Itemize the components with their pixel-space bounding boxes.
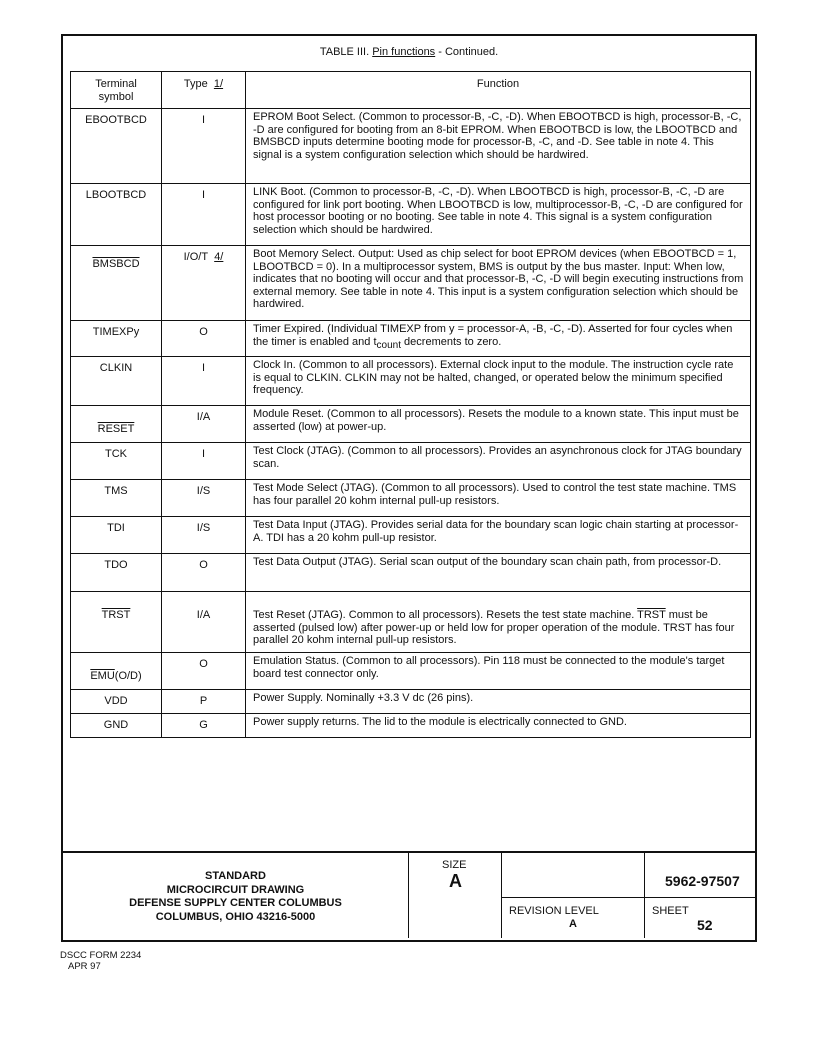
table-row (71, 480, 751, 517)
table-title-prefix: TABLE III. (319, 46, 370, 58)
terminal-header-line1: Terminal (95, 78, 137, 90)
function-description: LINK Boot. (Common to processor-B, -C, -D). When LBOOTBCD is high, processor-B, -C, -D are configured for link port booting. When LBOOTBCD is low, multiprocessor-B, -C, -D are configured for host processor booting or no booting. See table in note 4. This signal is a system configuration selection which should be hardwired. (246, 184, 751, 246)
function-description: Test Mode Select (JTAG). (Common to all processors). Used to control the test state machine. TMS has four parallel 20 kohm internal pull-up resistors. (246, 480, 751, 517)
function-text: decrements to zero. (401, 335, 502, 348)
terminal-symbol (71, 653, 162, 690)
function-description: Power supply returns. The lid to the module is electrically connected to GND. (246, 714, 751, 738)
function-description: EPROM Boot Select. (Common to processor-B, -C, -D). When EBOOTBCD is high, processor-B, -C, -D are configured for booting from an 8-bit EPROM. When EBOOTBCD is low, the LBOOTBCD and BMSBCD inputs determine booting mode for processor-B, -C, and -D. See table in note 4. This signal is a system configuration selection which should be hardwired. (246, 109, 751, 184)
drawing-number: 5962-97507 (665, 873, 740, 889)
standard-drawing-block (63, 853, 409, 938)
table-row (71, 443, 751, 480)
terminal-symbol: GND (71, 714, 162, 738)
pin-type: I (162, 184, 246, 246)
pin-type: I/S (162, 480, 246, 517)
terminal-symbol: CLKIN (71, 357, 162, 406)
agency-address: COLUMBUS, OHIO 43216-5000 (155, 910, 316, 923)
function-header-label: Function (476, 78, 520, 90)
function-description: Emulation Status. (Common to all processors). Pin 118 must be connected to the module's target board test connector only. (246, 653, 751, 690)
function-description (246, 321, 751, 357)
type-header (162, 72, 246, 109)
table-row (71, 406, 751, 443)
pin-functions-table (70, 71, 751, 738)
pin-type (162, 246, 246, 321)
table-row (71, 517, 751, 554)
table-row (71, 246, 751, 321)
terminal-symbol-text: RESET (97, 423, 135, 435)
terminal-symbol-text: BMSBCD (92, 258, 140, 270)
form-number: DSCC FORM 2234 (60, 950, 142, 961)
function-description: Test Data Input (JTAG). Provides serial data for the boundary scan logic chain starting at processor-A. TDI has a 20 kohm pull-up resistor. (246, 517, 751, 554)
table-row (71, 357, 751, 406)
pin-type: O (162, 321, 246, 357)
table-row (71, 554, 751, 592)
revision-block (502, 853, 645, 938)
terminal-symbol-text: $\overline{EMU}$ (90, 670, 115, 682)
title-block (63, 851, 755, 940)
table-row (71, 109, 751, 184)
function-description: Test Data Output (JTAG). Serial scan output of the boundary scan chain path, from processor-D. (246, 554, 751, 592)
table-row (71, 714, 751, 738)
sheet-label: SHEET (652, 905, 689, 917)
table-header-row (71, 72, 751, 109)
pin-type: I (162, 357, 246, 406)
pin-type: G (162, 714, 246, 738)
terminal-symbol: TDI (71, 517, 162, 554)
divider (502, 897, 644, 898)
terminal-symbol: LBOOTBCD (71, 184, 162, 246)
terminal-symbol (71, 406, 162, 443)
terminal-symbol: TDO (71, 554, 162, 592)
terminal-symbol: TMS (71, 480, 162, 517)
pin-type: I (162, 443, 246, 480)
revision-level-value: A (569, 918, 577, 930)
terminal-symbol-text: TRST (101, 609, 131, 621)
table-row (71, 321, 751, 357)
function-description: Boot Memory Select. Output: Used as chip select for boot EPROM devices (when EBOOTBCD = 1, LBOOTBCD = 0). In a multiprocessor system, BMS is output by the bus master. Input: When low, indicates that no booting will occur and that processor-B, -C, -D will begin executing instructions from external memory. See table in note 4. This input is a system configuration selection which should be hardwired. (246, 246, 751, 321)
function-description: Power Supply. Nominally +3.3 V dc (26 pins). (246, 690, 751, 714)
function-text: Test Reset (JTAG). Common to all processors). Resets the test state machine. (253, 609, 638, 621)
function-description: Module Reset. (Common to all processors). Resets the module to a known state. This input must be asserted (low) at power-up. (246, 406, 751, 443)
type-header-note: 1/ (213, 78, 224, 90)
function-subscript: count (376, 339, 401, 351)
revision-level-label: REVISION LEVEL (509, 905, 599, 917)
divider (645, 897, 755, 898)
form-date: APR 97 (68, 961, 101, 972)
pin-type: I/A (162, 406, 246, 443)
table-row (71, 184, 751, 246)
sheet-number: 52 (697, 917, 713, 933)
table-row (71, 592, 751, 653)
drawing-number-block (645, 853, 755, 938)
table-row (71, 690, 751, 714)
standard-label: STANDARD (205, 870, 266, 882)
pin-type: P (162, 690, 246, 714)
microcircuit-drawing-label: MICROCIRCUIT DRAWING (166, 883, 305, 896)
form-identifier (60, 950, 141, 972)
table-title-suffix: - Continued. (435, 46, 499, 58)
pin-type: O (162, 554, 246, 592)
agency-name: DEFENSE SUPPLY CENTER COLUMBUS (129, 897, 342, 909)
function-text: must be asserted (pulsed low) after power-up or held low for proper operation of the module. TRST has four parallel 20 kohm internal pull-up resistors. (253, 609, 735, 646)
terminal-symbol (71, 246, 162, 321)
function-description (246, 592, 751, 653)
size-value: A (449, 871, 462, 891)
terminal-symbol: EBOOTBCD (71, 109, 162, 184)
terminal-symbol (71, 592, 162, 653)
terminal-symbol: VDD (71, 690, 162, 714)
function-text: Timer Expired. (Individual TIMEXP from y = processor-A, -B, -C, -D). Asserted for four cycles when the timer is enabled and t (253, 323, 733, 348)
size-block (409, 853, 502, 938)
terminal-symbol: TCK (71, 443, 162, 480)
pin-type: I/S (162, 517, 246, 554)
table-title-link: Pin functions (372, 46, 436, 58)
table-row (71, 653, 751, 690)
pin-type-note: 4/ (214, 251, 224, 263)
function-header (246, 72, 751, 109)
function-overline-text: TRST (637, 609, 666, 621)
pin-type: I/A (162, 592, 246, 653)
document-frame (61, 34, 757, 942)
terminal-header-line2: symbol (98, 90, 134, 103)
pin-type: I (162, 109, 246, 184)
function-description: Test Clock (JTAG). (Common to all processors). Provides an asynchronous clock for JTAG boundary scan. (246, 443, 751, 480)
function-description: Clock In. (Common to all processors). External clock input to the module. The instruction cycle rate is equal to CLKIN. CLKIN may not be halted, changed, or operated below the minimum specified frequency. (246, 357, 751, 406)
terminal-symbol: TIMEXPy (71, 321, 162, 357)
size-label: SIZE (442, 859, 467, 871)
terminal-symbol-header (71, 72, 162, 109)
type-header-label: Type (183, 78, 208, 90)
table-title (63, 46, 755, 58)
terminal-symbol-suffix: (O/D) (114, 670, 142, 682)
pin-type: O (162, 653, 246, 690)
pin-type-text: I/O/T (183, 251, 209, 263)
